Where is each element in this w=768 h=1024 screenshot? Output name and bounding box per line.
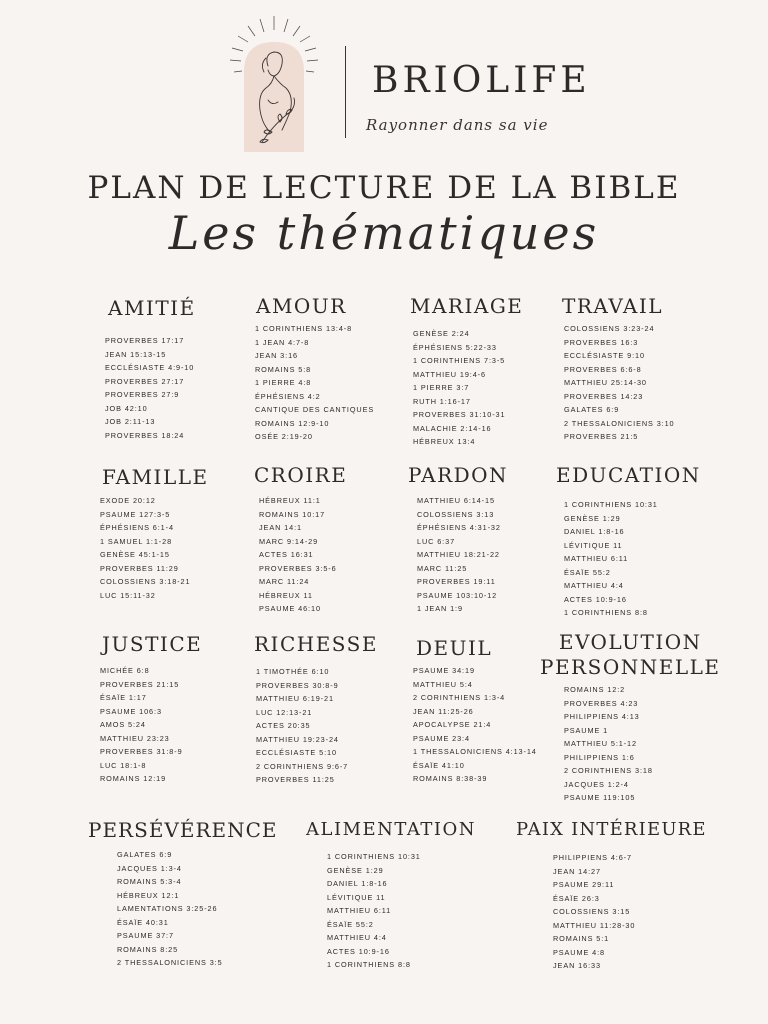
reference-item: JOB 2:11-13: [105, 417, 156, 426]
reference-list: [255, 322, 374, 444]
reference-item: ÉPHÉSIENS 5:22-33: [413, 342, 497, 352]
reference-item: ROMAINS 8:38-39: [413, 774, 488, 783]
reference-item: ACTES 10:9-16: [564, 594, 627, 604]
brand-name: BRIOLIFE: [372, 60, 591, 101]
reference-item: APOCALYPSE 21:4: [413, 720, 492, 729]
reference-item: PROVERBES 21:15: [100, 679, 180, 689]
reference-item: PSAUME 37:7: [117, 931, 174, 940]
reference-item: ÉSAÏE 55:2: [327, 919, 374, 929]
section-evolution-personnelle: [540, 630, 720, 802]
reference-item: 1 CORINTHIENS 8:8: [327, 960, 411, 969]
section-title: MARIAGE: [410, 294, 524, 318]
reference-item: PSAUME 34:19: [413, 666, 475, 675]
reference-item: 1 CORINTHIENS 13:4-8: [255, 324, 353, 333]
reference-item: 2 THESSALONICIENS 3:5: [117, 958, 223, 967]
reference-item: 1 THESSALONICIENS 4:13-14: [413, 747, 537, 756]
section-title: AMOUR: [256, 294, 347, 318]
reference-item: PSAUME 23:4: [413, 733, 470, 743]
reference-item: PSAUME 4:8: [553, 947, 605, 957]
section-amitie: [105, 296, 197, 440]
reference-item: ROMAINS 5:3-4: [117, 877, 182, 886]
reference-item: PSAUME 29:11: [553, 880, 615, 889]
section-alimentation: [306, 818, 477, 969]
reference-list: [564, 683, 744, 805]
reference-item: 1 TIMOTHÉE 6:10: [256, 667, 330, 676]
reference-item: MATTHIEU 19:4-6: [413, 369, 486, 379]
reference-item: ÉPHÉSIENS 4:31-32: [417, 523, 501, 532]
reference-item: GENÈSE 2:24: [413, 329, 470, 338]
reference-item: AMOS 5:24: [100, 720, 146, 729]
reference-item: ACTES 16:31: [259, 550, 314, 559]
reference-item: PROVERBES 18:24: [105, 430, 185, 440]
section-title: AMITIÉ: [108, 296, 196, 320]
reference-item: PROVERBES 11:25: [256, 775, 335, 784]
brand-tagline: Rayonner dans sa vie: [366, 116, 549, 134]
reference-item: PHILIPPIENS 1:6: [564, 752, 635, 762]
section-education: [556, 463, 701, 617]
reference-item: PSAUME 106:3: [100, 706, 162, 716]
reference-item: LÉVITIQUE 11: [327, 892, 386, 902]
reference-item: ECCLÉSIASTE 9:10: [564, 351, 645, 360]
reference-item: JEAN 15:13-15: [105, 349, 167, 359]
reference-item: EXODE 20:12: [100, 496, 156, 505]
section-title: CROIRE: [254, 463, 348, 487]
section-famille: [100, 465, 209, 600]
reference-item: ÉSAÏE 26:3: [553, 893, 600, 903]
section-amour: [256, 294, 375, 440]
reference-item: PHILIPPIENS 4:13: [564, 712, 640, 721]
reference-item: MARC 11:25: [417, 563, 468, 573]
reference-list: [553, 851, 744, 973]
section-title-line1: EVOLUTION: [558, 630, 702, 654]
reference-list: [100, 494, 207, 602]
reference-item: PHILIPPIENS 4:6-7: [553, 853, 632, 862]
section-title: PERSÉVÉRENCE: [88, 818, 278, 842]
reference-list: [413, 327, 526, 449]
reference-item: ROMAINS 12:19: [100, 774, 167, 783]
logo-woman-figure-icon: [224, 14, 324, 154]
reference-list: [413, 664, 537, 786]
reference-item: MATTHIEU 6:11: [564, 554, 629, 563]
section-justice: [100, 632, 203, 783]
reference-item: LUC 12:13-21: [256, 707, 313, 717]
reference-item: ÉSAÏE 40:31: [117, 917, 169, 927]
reference-item: ACTES 10:9-16: [327, 946, 390, 956]
brand-divider: [345, 46, 346, 138]
reference-item: 2 CORINTHIENS 3:18: [564, 766, 653, 775]
reference-item: JOB 42:10: [105, 403, 148, 413]
reference-item: PROVERBES 27:17: [105, 376, 185, 386]
reference-item: ÉSAÏE 41:10: [413, 760, 465, 770]
reference-item: MATTHIEU 6:11: [327, 906, 392, 915]
reference-list: [100, 664, 200, 786]
reference-item: MATTHIEU 4:4: [327, 933, 387, 942]
reference-item: PROVERBES 4:23: [564, 698, 639, 708]
reference-item: PROVERBES 16:3: [564, 337, 639, 347]
reference-list: [256, 665, 380, 787]
reference-item: PROVERBES 27:9: [105, 390, 180, 399]
reference-item: HÉBREUX 12:1: [117, 890, 180, 900]
reference-item: 2 CORINTHIENS 9:6-7: [256, 761, 349, 771]
section-title: FAMILLE: [102, 465, 209, 489]
reference-item: PROVERBES 19:11: [417, 577, 496, 586]
reference-item: ROMAINS 5:1: [553, 934, 610, 943]
reference-item: PSAUME 1: [564, 725, 609, 735]
reference-item: MATTHIEU 11:28-30: [553, 920, 636, 930]
reference-item: GENÈSE 45:1-15: [100, 550, 170, 559]
reference-item: CANTIQUE DES CANTIQUES: [255, 405, 375, 414]
reference-item: ÉPHÉSIENS 4:2: [255, 391, 321, 401]
reference-item: GALATES 6:9: [564, 405, 620, 414]
reference-item: 1 JEAN 4:7-8: [255, 337, 310, 347]
reference-item: MATTHIEU 23:23: [100, 733, 170, 743]
reference-item: 2 CORINTHIENS 1:3-4: [413, 693, 506, 702]
reference-item: 1 CORINTHIENS 8:8: [564, 608, 648, 617]
section-title: PAIX INTÉRIEURE: [516, 819, 707, 840]
reference-item: DANIEL 1:8-16: [327, 879, 388, 888]
reference-list: [259, 494, 352, 616]
reference-item: MATTHIEU 25:14-30: [564, 378, 647, 387]
section-perseverence: [88, 818, 278, 967]
reference-item: PROVERBES 14:23: [564, 391, 644, 401]
reference-item: 1 CORINTHIENS 10:31: [327, 852, 421, 861]
reference-item: PSAUME 46:10: [259, 604, 321, 613]
section-richesse: [254, 632, 378, 784]
reference-item: RUTH 1:16-17: [413, 396, 471, 406]
reference-item: 1 CORINTHIENS 10:31: [564, 500, 658, 509]
reference-item: PROVERBES 31:8-9: [100, 747, 183, 756]
reference-item: HÉBREUX 11: [259, 590, 313, 600]
reference-item: LAMENTATIONS 3:25-26: [117, 904, 218, 913]
reference-item: JACQUES 1:2-4: [564, 779, 629, 789]
reference-item: ROMAINS 5:8: [255, 364, 312, 374]
reference-item: MARC 9:14-29: [259, 536, 319, 546]
reference-item: ECCLÉSIASTE 4:9-10: [105, 363, 195, 372]
reference-item: ROMAINS 10:17: [259, 509, 326, 519]
section-title: EDUCATION: [556, 463, 701, 487]
reference-item: MATTHIEU 18:21-22: [417, 550, 500, 559]
reference-item: MATTHIEU 4:4: [564, 581, 624, 590]
reference-item: GENÈSE 1:29: [564, 513, 621, 523]
reference-item: PROVERBES 17:17: [105, 336, 185, 345]
reference-item: 1 PIERRE 3:7: [413, 383, 470, 392]
reference-item: JEAN 11:25-26: [413, 706, 474, 716]
reference-item: ÉSAÏE 1:17: [100, 693, 147, 702]
reference-item: PSAUME 127:3-5: [100, 509, 171, 519]
reference-item: LUC 18:1-8: [100, 760, 147, 770]
reference-item: 2 THESSALONICIENS 3:10: [564, 418, 675, 428]
section-title: DEUIL: [416, 636, 493, 660]
reference-item: PROVERBES 31:10-31: [413, 410, 506, 419]
reference-item: MATTHIEU 5:1-12: [564, 739, 637, 748]
reference-item: ÉPHÉSIENS 6:1-4: [100, 523, 174, 532]
section-title-line2: PERSONNELLE: [540, 655, 721, 679]
reference-item: ECCLÉSIASTE 5:10: [256, 748, 337, 757]
reference-item: MATTHIEU 6:19-21: [256, 694, 334, 703]
reference-item: MICHÉE 6:8: [100, 666, 150, 675]
reference-list: [564, 498, 709, 620]
reference-item: LUC 15:11-32: [100, 590, 156, 600]
reference-list: [327, 850, 497, 972]
reference-item: PSAUME 119:105: [564, 793, 636, 802]
reference-item: JEAN 3:16: [255, 351, 298, 360]
reference-item: ACTES 20:35: [256, 721, 311, 730]
reference-list: [105, 334, 194, 442]
section-title: JUSTICE: [102, 632, 203, 656]
reference-list: [417, 494, 517, 616]
reference-item: COLOSSIENS 3:23-24: [564, 324, 655, 333]
section-title: TRAVAIL: [562, 294, 664, 318]
reference-item: LÉVITIQUE 11: [564, 540, 623, 550]
reference-item: MATTHIEU 5:4: [413, 679, 473, 689]
reference-item: LUC 6:37: [417, 536, 456, 546]
reference-item: PSAUME 103:10-12: [417, 590, 498, 600]
reference-item: OSÉE 2:19-20: [255, 432, 313, 441]
reference-item: COLOSSIENS 3:13: [417, 509, 495, 519]
section-title: PARDON: [408, 463, 509, 487]
reference-item: GALATES 6:9: [117, 850, 173, 859]
section-travail: [562, 294, 673, 440]
reference-item: 1 PIERRE 4:8: [255, 378, 312, 387]
reference-item: PROVERBES 6:6-8: [564, 364, 642, 374]
reference-item: PROVERBES 11:29: [100, 563, 179, 573]
section-title: RICHESSE: [254, 632, 378, 656]
section-title: ALIMENTATION: [306, 819, 477, 840]
reference-item: ROMAINS 8:25: [117, 944, 179, 954]
section-mariage: [410, 294, 524, 446]
reference-item: 1 SAMUEL 1:1-28: [100, 536, 173, 546]
reference-item: ÉSAÏE 55:2: [564, 567, 611, 577]
reference-list: [564, 322, 675, 444]
section-croire: [254, 463, 348, 613]
reference-item: MATTHIEU 19:23-24: [256, 734, 339, 744]
reference-item: JEAN 14:1: [259, 523, 302, 532]
reference-item: PROVERBES 21:5: [564, 432, 639, 441]
reference-item: HÉBREUX 11:1: [259, 496, 321, 505]
reference-item: COLOSSIENS 3:18-21: [100, 577, 191, 586]
reference-item: 1 CORINTHIENS 7:3-5: [413, 356, 506, 365]
reference-item: 1 JEAN 1:9: [417, 604, 463, 613]
reference-item: PROVERBES 3:5-6: [259, 563, 337, 573]
reference-item: JACQUES 1:3-4: [117, 863, 182, 873]
reference-item: COLOSSIENS 3:15: [553, 907, 631, 916]
reference-item: MALACHIE 2:14-16: [413, 423, 492, 433]
reference-item: PROVERBES 30:8-9: [256, 680, 339, 690]
reference-item: MARC 11:24: [259, 577, 310, 586]
section-pardon: [408, 463, 509, 613]
section-deuil: [413, 636, 540, 783]
reference-item: MATTHIEU 6:14-15: [417, 496, 495, 505]
reference-list: [117, 848, 307, 970]
section-title: [540, 630, 720, 680]
reference-item: ROMAINS 12:9-10: [255, 418, 330, 428]
page-title: PLAN DE LECTURE DE LA BIBLE: [87, 170, 681, 206]
section-paix-interieure: [516, 818, 707, 970]
reference-item: DANIEL 1:8-16: [564, 527, 625, 536]
reference-item: HÉBREUX 13:4: [413, 437, 476, 446]
reference-item: JEAN 14:27: [553, 866, 601, 876]
reference-item: ROMAINS 12:2: [564, 685, 626, 694]
reference-item: JEAN 16:33: [553, 961, 601, 970]
reference-item: GENÈSE 1:29: [327, 865, 384, 875]
page-subtitle: Les thématiques: [168, 206, 600, 260]
